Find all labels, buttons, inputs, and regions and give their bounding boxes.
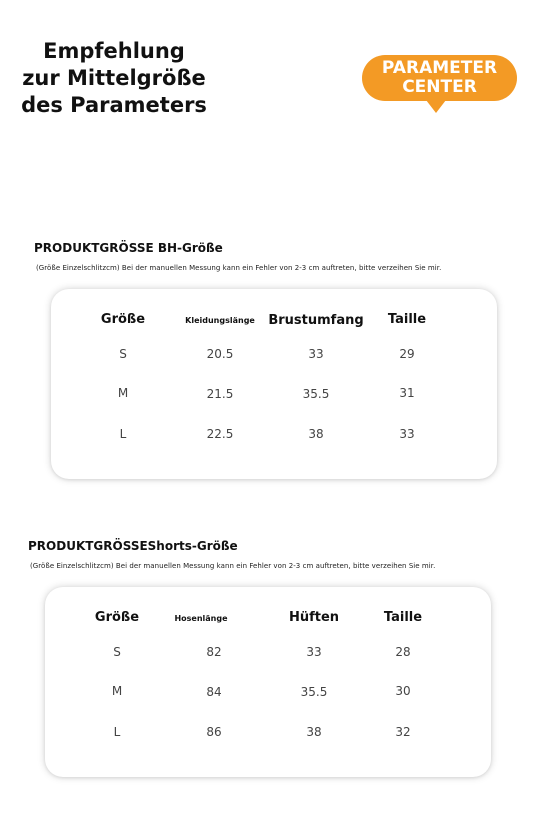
table-cell: 82 [206, 645, 222, 659]
section-heading-bra: PRODUKTGRÖSSE BH-Größe [34, 241, 223, 255]
page-title [14, 38, 214, 119]
column-header-hips: Hüften [288, 610, 340, 625]
size-table-bra [51, 289, 497, 479]
table-cell: 38 [308, 427, 324, 441]
table-cell: 32 [395, 725, 411, 739]
table-cell: S [113, 645, 121, 659]
table-cell: 28 [395, 645, 411, 659]
column-header-waist: Taille [383, 610, 423, 625]
table-cell: 31 [399, 386, 415, 400]
table-cell: 30 [395, 684, 411, 698]
page-title-line-2: zur Mittelgröße [22, 66, 206, 90]
column-header-size: Größe [100, 312, 146, 327]
table-cell: 21.5 [206, 387, 234, 401]
section-heading-shorts: PRODUKTGRÖSSEShorts-Größe [28, 539, 238, 553]
badge-line-2: CENTER [402, 77, 477, 97]
column-header-length: Kleidungslänge [185, 316, 255, 325]
badge-line-1: PARAMETER [381, 58, 498, 78]
page-title-line-3: des Parameters [21, 93, 207, 117]
table-cell: M [111, 684, 123, 698]
column-header-length: Hosenlänge [174, 614, 228, 623]
section-note-bra: (Größe Einzelschlitzcm) Bei der manuellen Messung kann ein Fehler von 2-3 cm auftreten, bitte verzeihen Sie mir. [36, 264, 442, 272]
table-cell: 35.5 [300, 685, 328, 699]
column-header-bust: Brustumfang [268, 313, 364, 328]
table-cell: 22.5 [206, 427, 234, 441]
table-cell: S [119, 347, 127, 361]
section-note-shorts: (Größe Einzelschlitzcm) Bei der manuellen Messung kann ein Fehler von 2-3 cm auftreten, bitte verzeihen Sie mir. [30, 562, 436, 570]
table-cell: 38 [306, 725, 322, 739]
column-header-size: Größe [94, 610, 140, 625]
table-cell: 33 [306, 645, 322, 659]
parameter-center-badge [362, 55, 517, 101]
table-cell: 84 [206, 685, 222, 699]
size-table-shorts [45, 587, 491, 777]
table-cell: 33 [308, 347, 324, 361]
table-cell: L [119, 427, 127, 441]
table-cell: L [113, 725, 121, 739]
column-header-waist: Taille [387, 312, 427, 327]
table-cell: 29 [399, 347, 415, 361]
table-cell: 35.5 [302, 387, 330, 401]
table-cell: 20.5 [206, 347, 234, 361]
table-cell: M [117, 386, 129, 400]
page-title-line-1: Empfehlung [43, 39, 185, 63]
table-cell: 86 [206, 725, 222, 739]
table-cell: 33 [399, 427, 415, 441]
